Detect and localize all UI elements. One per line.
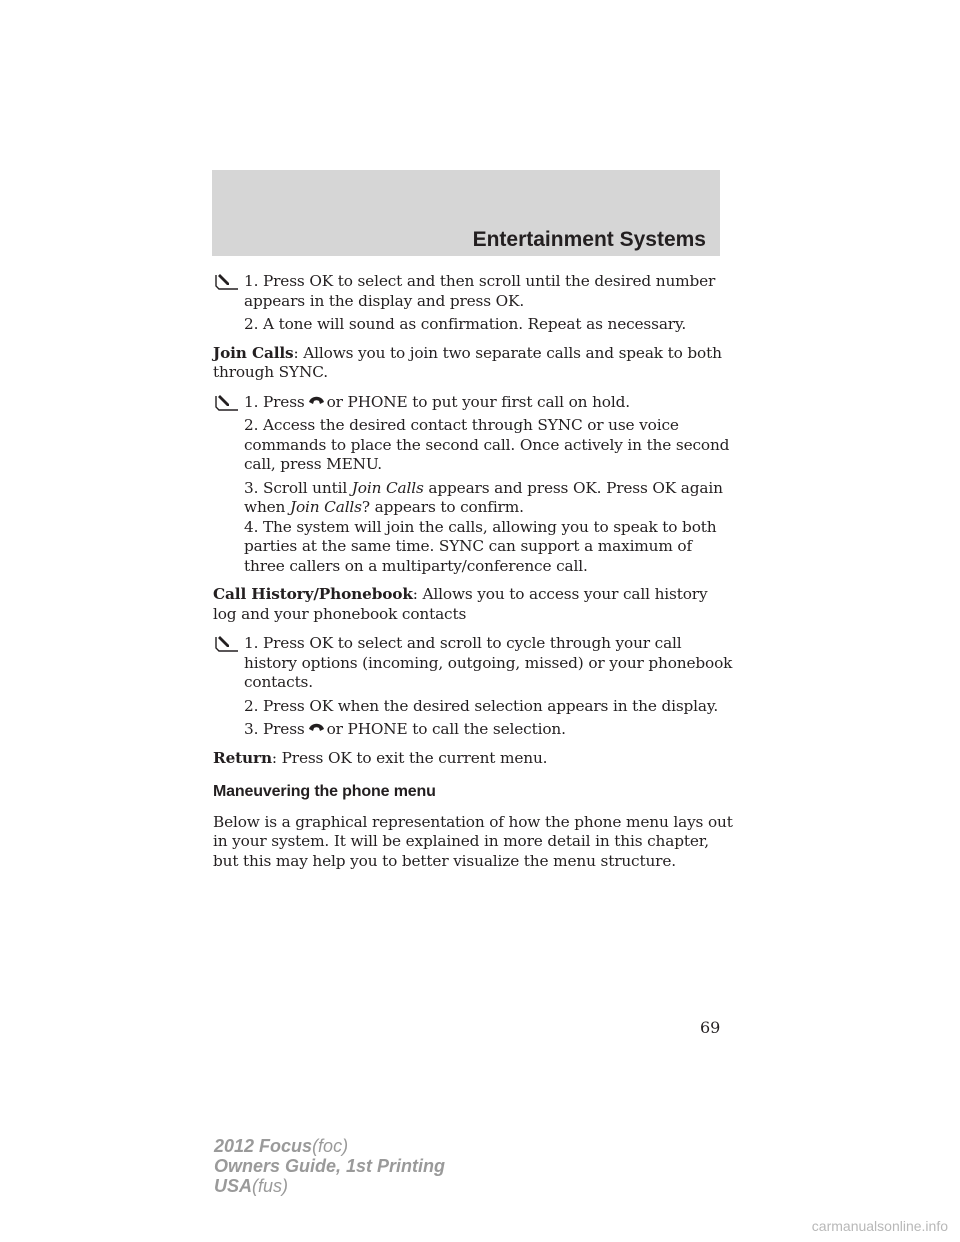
footer-line-2: Owners Guide, 1st Printing <box>214 1156 446 1176</box>
page-content <box>213 272 733 881</box>
call-history-description: : Allows you to access your call history log and your phonebook contacts <box>213 585 708 623</box>
maneuvering-heading: Maneuvering the phone menu <box>213 783 436 800</box>
footer-line-3: USA(fus) <box>214 1176 289 1196</box>
pencil-voice-icon <box>214 636 240 652</box>
join-calls-term: Join Calls <box>213 343 294 362</box>
call-history-step-3: 3. Press or PHONE to call the selection. <box>244 720 566 738</box>
join-calls-step-2: 2. Access the desired contact through SYNC or use voice commands to place the second call. Once actively in the second call, press MENU. <box>244 416 730 473</box>
join-calls-paragraph <box>213 344 733 383</box>
phone-handset-icon <box>308 721 325 733</box>
join-calls-step-3: 3. Scroll until Join Calls appears and press OK. Press OK again when Join Calls? appears to confirm. <box>244 478 723 516</box>
return-description: : Press OK to exit the current menu. <box>271 748 548 767</box>
speed-dial-step-2: 2. A tone will sound as confirmation. Repeat as necessary. <box>244 315 687 333</box>
watermark: carmanualsonline.info <box>811 1218 948 1234</box>
footer-line-1: 2012 Focus(foc) <box>214 1136 349 1156</box>
join-calls-steps <box>213 393 733 577</box>
phone-handset-icon <box>308 394 325 406</box>
call-history-paragraph <box>213 585 733 624</box>
pencil-voice-icon <box>214 274 240 290</box>
call-history-step-2: 2. Press OK when the desired selection appears in the display. <box>244 696 719 715</box>
maneuvering-body: Below is a graphical representation of how the phone menu lays out in your system. It will be explained in more detail in this chapter, but this may help you to better visualize the menu structure. <box>213 812 733 870</box>
join-calls-step-1: 1. Press or PHONE to put your first call on hold. <box>244 392 630 411</box>
join-calls-step-4: 4. The system will join the calls, allowing you to speak to both parties at the same time. SYNC can support a maximum of three callers on a multiparty/conference call. <box>244 517 717 575</box>
pencil-voice-icon <box>214 395 240 411</box>
speed-dial-step-1: 1. Press OK to select and then scroll until the desired number appears in the display and press OK. <box>244 272 716 310</box>
section-title: Entertainment Systems <box>472 228 706 251</box>
return-term: Return <box>213 748 272 767</box>
page-number: 69 <box>700 1018 721 1037</box>
speed-dial-steps <box>213 272 733 335</box>
call-history-steps <box>213 634 733 740</box>
call-history-step-1: 1. Press OK to select and scroll to cycle through your call history options (incoming, outgoing, missed) or your phonebook contacts. <box>244 634 733 691</box>
section-header-band <box>212 170 720 256</box>
footer-edition-info <box>214 1136 445 1196</box>
call-history-term: Call History/Phonebook <box>213 585 413 603</box>
join-calls-description: : Allows you to join two separate calls and speak to both through SYNC. <box>213 343 722 381</box>
return-paragraph <box>213 749 733 769</box>
